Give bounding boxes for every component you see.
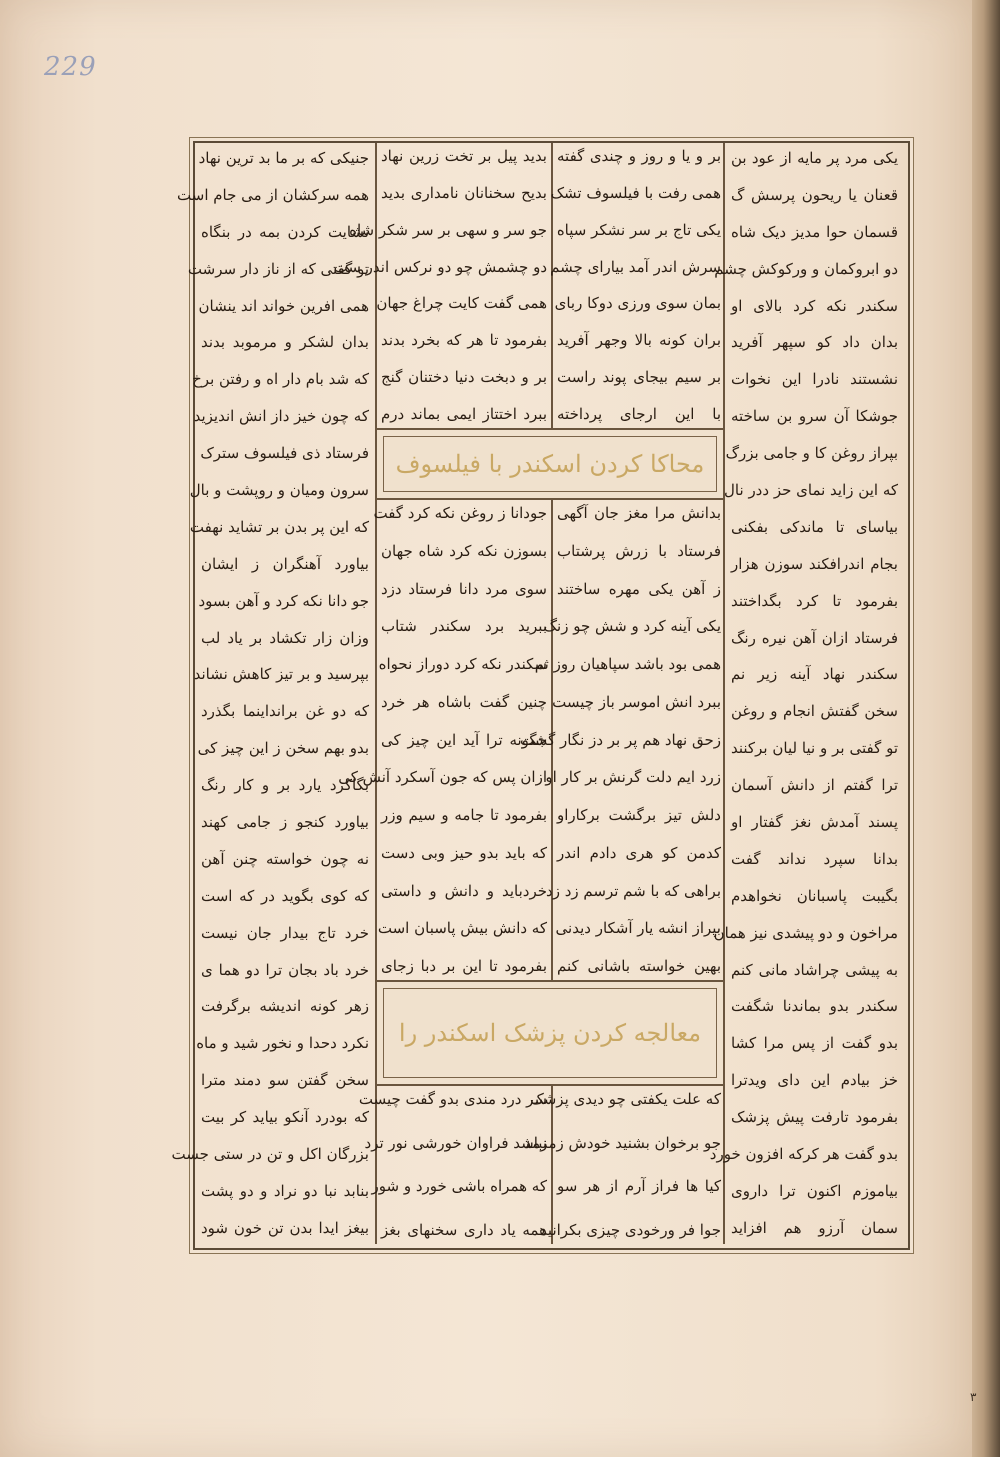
middle-top-block (333, 143, 723, 428)
verse-line: بدانش مرا مغز جان آگهی (557, 504, 721, 522)
folio-number: 229 (44, 52, 97, 82)
column-right-middle-top (551, 143, 725, 428)
verse-line: خرد تاج بیدار جان نیست (201, 923, 369, 942)
verse-line: ببرد انش اموسر باز چیست (552, 692, 721, 711)
verse-line: بجام اندرافکند سوزن هزار (731, 554, 898, 573)
verse-line: چنین گفت باشاه هر خرد (381, 692, 547, 711)
verse-line: فرستاد با زرش پرشتاب (557, 541, 721, 560)
right-column-block (709, 143, 904, 1244)
verse-line: که چون خیز داز انش اندیزید (193, 407, 369, 426)
verse-line: بدان لشکر و مرموبد بدند (201, 333, 369, 352)
verse-line: ببرد اختتاز ایمی بماند درم (381, 404, 547, 423)
verse-line: یکی تاج بر سر نشکر سپاه (556, 220, 721, 239)
middle-bottom-block (358, 1086, 723, 1244)
verse-line: جوشکا آن سرو بن ساخته (731, 407, 898, 426)
column-left (171, 143, 375, 1244)
verse-line: فرستاد ازان آهن نیره رنگ (731, 628, 898, 647)
verse-line: یکی آینه کرد و شش چو زنگ (543, 617, 721, 636)
heading-text-2: معالجه کردن پزشک اسکندر را (398, 1019, 702, 1047)
verse-line: بگاکرد یارد بر و کار رنگ (201, 776, 369, 795)
page-edge (972, 0, 1000, 1457)
verse-line: سرش اندر آمد بیارای چشم (550, 257, 721, 276)
verse-line: بزرگان اکل و تن در ستی جست (171, 1145, 369, 1164)
verse-line: دلش تیز برگشت برکاراو (557, 806, 721, 824)
section-heading-1 (375, 428, 723, 500)
verse-line: بفرمود تا هر که بخرد بدند (381, 331, 547, 350)
verse-line: همی گفت کایت چراغ جهان (376, 294, 547, 313)
verse-line: خز بیادم این دای ویدترا (731, 1071, 898, 1090)
left-column-block (171, 143, 375, 1244)
verse-line: زحق نهاد هم پر بر دز نگار گشت (520, 730, 721, 749)
verse-line: بفرمود تا این بر دبا زجای (381, 957, 547, 975)
verse-line: زهر کونه اندیشه برگرفت (201, 997, 369, 1016)
verse-line: بیاورد آهنگران ز ایشان (201, 554, 369, 573)
verse-line: دو چشمش چو دو نرکس اندر ست (333, 257, 547, 276)
column-right (709, 143, 904, 1244)
verse-line: بدو گفت هر کرکه افزون خورد (709, 1145, 898, 1164)
verse-line: نکرد دحدا و نخور شید و ماه (196, 1034, 369, 1053)
verse-line: یکی مرد پر مایه از عود بن (731, 149, 898, 167)
verse-line: بر سیم بیجای پوند راست (557, 368, 721, 387)
verse-line: جوا فر ورخودی چیزی بکرانید (540, 1220, 721, 1239)
verse-line: کیا ها فراز آرم از هر سو (557, 1177, 721, 1196)
verse-line: همی بود باشد سپاهیان روز ثم (534, 655, 721, 673)
verse-line: بدیح سخنانان نامداری بدید (381, 183, 547, 202)
verse-line: همه سرکشان از می جام است (177, 185, 369, 204)
verse-line: جو برخوان بشنید خودش زمزمد (524, 1133, 721, 1152)
verse-line: بمان سوی ورزی دوکا ربای (554, 294, 721, 313)
verse-line: بر و دبخت دنیا دختنان گنج (381, 368, 547, 387)
verse-line: همی رفت با فیلسوف تشک (550, 183, 721, 202)
verse-line: بران کونه بالا وجهر آفرید (557, 331, 721, 350)
side-mark: ۳ (970, 1390, 977, 1404)
verse-line: بپراز انشه یار آشکار دیدنی (555, 919, 721, 938)
verse-line: سرون ومیان و روپشت و بال (189, 481, 369, 500)
column-left-middle-bottom (358, 1086, 551, 1244)
verse-line: که همراه باشی خورد و شور (371, 1177, 547, 1196)
verse-line: بگیبت پاسبانان نخواهدم (731, 886, 898, 905)
column-right-middle-bottom (524, 1086, 725, 1244)
section-heading-2 (375, 980, 723, 1086)
verse-line: تو گفتی بر و نیا لیان برکنند (731, 739, 898, 758)
verse-line: خرد باد بجان ترا دو هما ی (201, 960, 369, 979)
verse-line: ترا گفتم از دانش آسمان (731, 776, 898, 795)
verse-line: سمان آرزو هم افزاید (731, 1218, 898, 1237)
verse-line: بنابد نبا دو نراد و دو پشت (201, 1181, 369, 1200)
verse-line: قسمان حوا مدیز دیک شاه (731, 222, 898, 241)
verse-line: تو گفتی که از ناز دار سرشت (187, 259, 369, 278)
verse-line: جگونه ترا آید این چیز کی (381, 730, 547, 749)
verse-line: بدو گفت از پس مرا کشا (731, 1034, 898, 1053)
verse-line: نشستند نادرا این نخوات (731, 370, 898, 389)
verse-line: بفرمود تا کرد بگداختند (731, 591, 898, 610)
verse-line: نشایت کردن بمه در بنگاه (201, 222, 369, 241)
verse-line: که باید بدو حیز وبی دست (381, 843, 547, 862)
verse-line: ز آهن یکی مهره ساختند (557, 579, 721, 598)
text-frame (171, 141, 910, 1250)
verse-line: سر درد مندی بدو گفت چیست (358, 1090, 547, 1108)
verse-line: بیاموزم اکنون ترا داروی (731, 1181, 898, 1200)
verse-line: سکندر نکه کرد بالای او (731, 296, 898, 315)
verse-line: سکندر نهاد آینه زیر نم (731, 665, 898, 684)
verse-line: بدو بهم سخن ز این چیز کی (197, 739, 369, 758)
verse-line: به پیشی چراشاد مانی کنم (731, 960, 898, 979)
column-right-middle-mid (520, 500, 725, 980)
verse-line: که دانش بیش پاسبان است (377, 919, 547, 938)
verse-line: وزان زار تکشاد بر یاد لب (201, 628, 369, 647)
verse-line: بپرسید و بر تیز کاهش نشاند (193, 665, 369, 684)
verse-line: بدید پیل بر تخت زرین نهاد (381, 147, 547, 165)
verse-line: فرستاد ذی فیلسوف سترک (200, 444, 369, 463)
verse-line: نباشد فراوان خورشی نور ترد (364, 1133, 547, 1152)
verse-line: کدمن کو هری دادم اندر (557, 843, 721, 862)
verse-line: سوی مرد دانا فرستاد دزد (381, 579, 547, 598)
verse-line: بیغز ایدا بدن تن خون شود (201, 1218, 369, 1237)
verse-line: سکندر بدو بماندنا شگفت (731, 997, 898, 1016)
verse-line: بهین خواسته باشانی کنم (557, 957, 721, 975)
verse-line: که کوی بگوید در که است (201, 886, 369, 905)
verse-line: بسوزن نکه کرد شاه جهان (381, 541, 547, 560)
verse-line: بدانا سپرد نداند گفت (731, 849, 898, 868)
verse-line: سخن گفتن سو دمند مترا (201, 1071, 369, 1090)
verse-line: که این پر بدن بر تشاید نهفت (189, 517, 369, 536)
verse-line: سخن گفتش انجام و روغن (731, 702, 898, 721)
verse-line: ببرید برد سکندر شتاب (381, 617, 547, 636)
verse-line: مراخون و دو پیشدی نیز همان (713, 923, 898, 942)
verse-line: براهی که با شم ترسم زد زد (546, 881, 721, 900)
verse-line: که علت یکفتی چو دیدی پزشک (530, 1090, 721, 1108)
verse-line: ازان پس که جون آسکرد آنش کی (338, 768, 547, 787)
verse-line: که دو غن برانداینما بگذرد (201, 702, 369, 721)
verse-line: قعنان یا ریحون پرسش گ (731, 185, 898, 204)
verse-line: بدان داد کو سپهر آفرید (731, 333, 898, 352)
verse-line: پسند آمدش نغز گفتار او (731, 813, 898, 832)
verse-line: بیاسای تا ماندکی بفکنی (731, 517, 898, 536)
verse-line: که این زاید نمای حز ددر نال (724, 481, 898, 500)
verse-line: جنیکی که بر ما بد ترین نهاد (198, 149, 369, 167)
verse-line: جو دانا نکه کرد و آهن بسود (198, 591, 369, 610)
verse-line: سکندر نکه کرد دوراز نحواه (378, 655, 547, 673)
heading-text-1: محاکا کردن اسکندر با فیلسوف (395, 450, 705, 478)
verse-line: که شد بام دار اه و رفتن برخ (192, 370, 369, 389)
verse-line: خردباید و دانش و داستی (381, 881, 547, 900)
verse-line: همی افرین خواند اند ینشان (198, 296, 369, 315)
verse-line: بر و یا و روز و چندی گفته (557, 147, 721, 165)
verse-line: با این ارجای پرداخته (557, 404, 721, 423)
verse-line: جو سر و سهی بر سر شکر شاه (349, 220, 547, 239)
verse-line: که بودرد آنکو بیاید کر بیت (201, 1108, 369, 1127)
verse-line: زرد ایم دلت گرنش بر کار او (545, 768, 721, 787)
verse-line: جودانا ز روغن نکه کرد گفت (373, 504, 547, 522)
verse-line: بفرمود تارفت پیش پزشک (731, 1108, 898, 1127)
verse-line: بیاورد کنجو ز جامی کهند (201, 813, 369, 832)
column-left-middle-top (333, 143, 551, 428)
verse-line: بپراز روغن کا و جامی بزرگ (725, 444, 898, 463)
verse-line: نه چون خواسته چنن آهن (201, 849, 369, 868)
verse-line: بفرمود تا جامه و سیم وزر (381, 806, 547, 824)
middle-mid-block (338, 500, 723, 980)
verse-line: دو ابروکمان و ورکوکش چشم (714, 259, 898, 278)
verse-line: همه یاد داری سخنهای بغز (381, 1220, 547, 1239)
